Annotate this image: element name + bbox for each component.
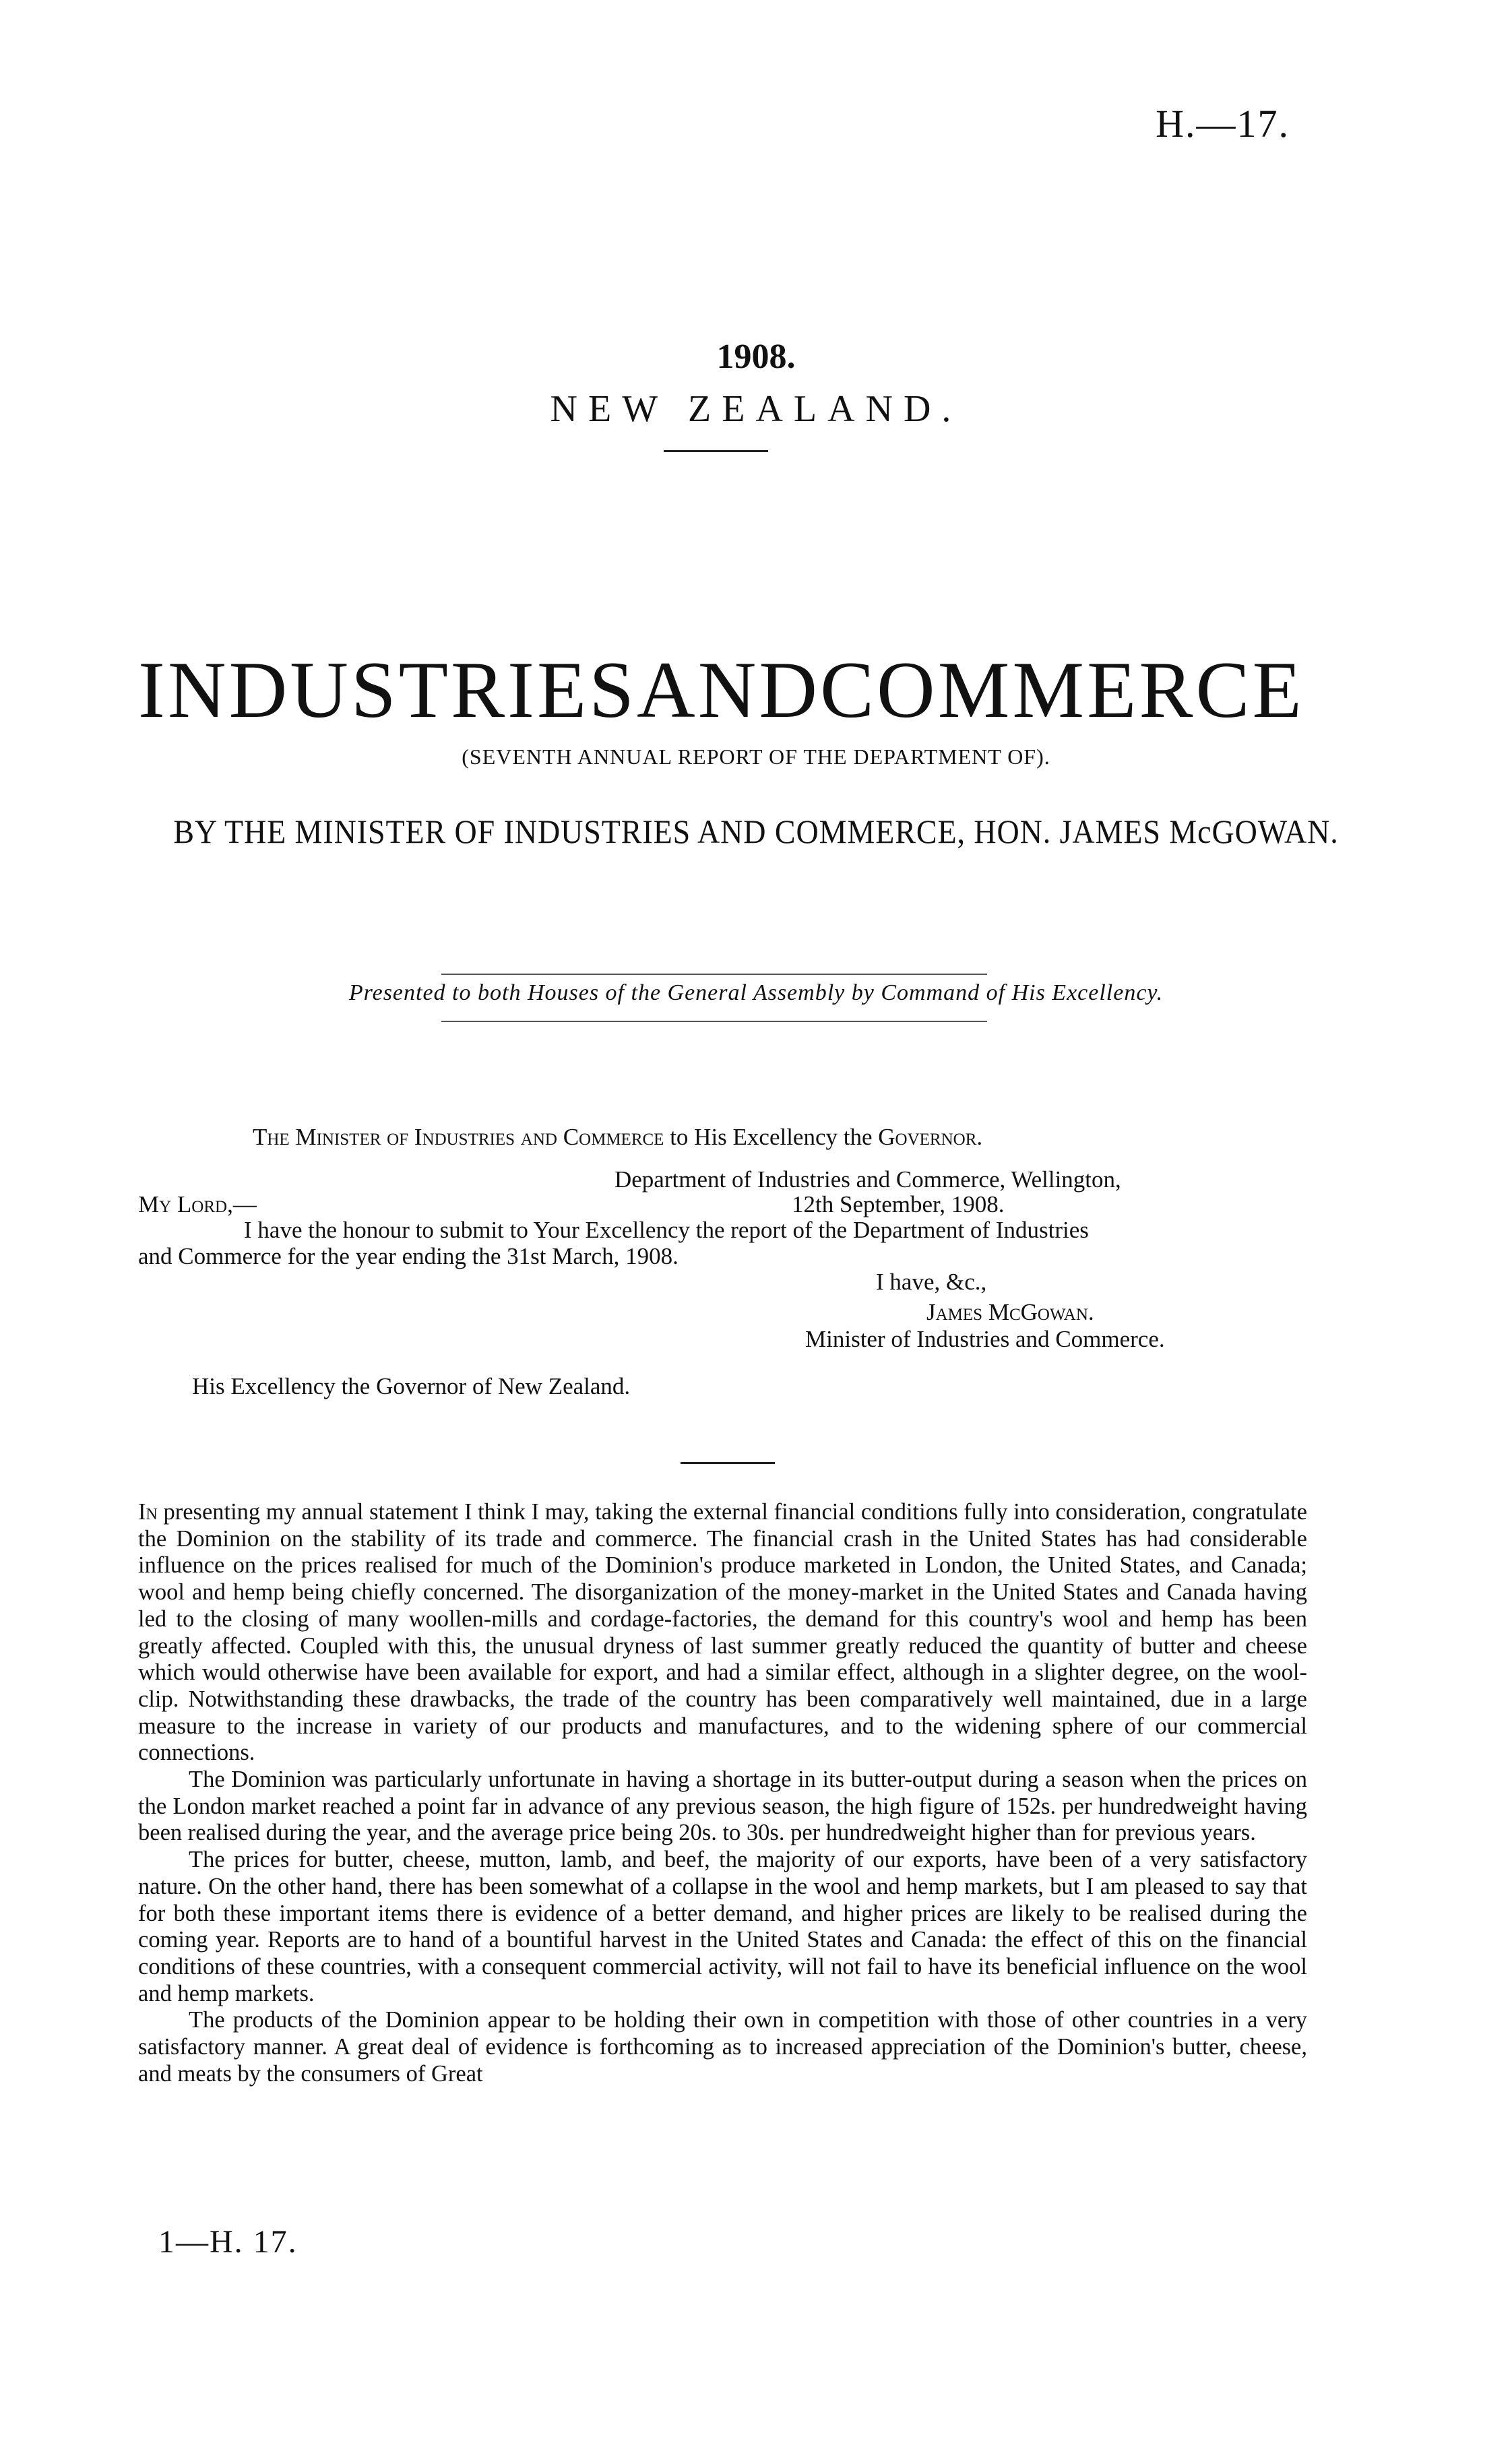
title-word: AND — [637, 645, 821, 734]
letter-heading-to: to His Excellency the — [670, 1124, 873, 1150]
letter-heading — [253, 1122, 982, 1153]
report-title — [138, 643, 1304, 736]
body-paragraph: The products of the Dominion appear to be holding their own in competition with those of other countries in a very satisfactory manner. A great deal of evidence is forthcoming as to increased appreciation of the Dominion's butter, cheese, and meats by the consumers of Great — [138, 2007, 1307, 2087]
letter-closing: I have, &c., — [876, 1269, 987, 1295]
paragraph-initial-word: In — [138, 1499, 158, 1525]
divider-rule — [681, 1462, 775, 1464]
letter-salutation: My Lord,— — [138, 1191, 257, 1217]
letter-addressee: His Excellency the Governor of New Zealand. — [192, 1373, 631, 1399]
divider-rule — [441, 1021, 987, 1022]
publication-year: 1908. — [716, 338, 796, 376]
body-paragraph: The prices for butter, cheese, mutton, lamb, and beef, the majority of our exports, have been of a very satisfactory nature. On the other hand, there has been somewhat of a collapse in the wool and hemp markets, but I am pleased to say that for both these important items there is evidence of a better demand, and higher prices are likely to be realised during the coming year. Reports are to hand of a bountiful harvest in the United States and Canada: the effect of this on the financial conditions of these countries, with a consequent commercial activity, will not fail to have its beneficial influence on the wool and hemp markets. — [138, 1847, 1307, 2006]
body-paragraph: The Dominion was particularly unfortunate in having a shortage in its butter-output during a season when the prices on the London market reached a point far in advance of any previous season, the high figure of 152s. per hundredweight having been realised during the year, and the average price being 20s. to 30s. per hundredweight higher than for previous years. — [138, 1767, 1307, 1846]
author-line: BY THE MINISTER OF INDUSTRIES AND COMMERCE, HON. JAMES McGOWAN. — [173, 813, 1339, 850]
presented-line: Presented to both Houses of the General Assembly by Command of His Excellency. — [348, 980, 1164, 1005]
letter-signature: James McGowan. — [926, 1299, 1094, 1325]
report-body — [138, 1499, 1307, 2087]
title-word: COMMERCE — [820, 645, 1304, 734]
title-word: INDUSTRIES — [138, 645, 637, 734]
letter-signature-title: Minister of Industries and Commerce. — [805, 1326, 1165, 1352]
letter-body-line: and Commerce for the year ending the 31st March, 1908. — [138, 1243, 679, 1269]
letter-heading-minister: The Minister of Industries and Commerce — [253, 1124, 664, 1150]
country-heading: NEW ZEALAND. — [550, 388, 962, 430]
letter-body-line: I have the honour to submit to Your Excellency the report of the Department of Industries — [244, 1217, 1089, 1243]
letter-department: Department of Industries and Commerce, Wellington, — [615, 1166, 1121, 1193]
page-reference: H.—17. — [1156, 102, 1290, 146]
body-paragraph — [138, 1499, 1307, 1767]
divider-rule — [441, 974, 987, 975]
letter-heading-governor: Governor. — [878, 1124, 983, 1150]
report-subtitle: (SEVENTH ANNUAL REPORT OF THE DEPARTMENT OF). — [462, 744, 1050, 769]
paragraph-text: presenting my annual statement I think I may, taking the external financial conditions fully into consideration, congratulate the Dominion on the stability of its trade and commerce. The financial crash in the United States has had considerable influence on the prices realised for much of the Dominion's produce marketed in London, the United States, and Canada; wool and hemp being chiefly concerned. The disorganization of the money-market in the United States and Canada having led to the closing of many woollen-mills and cordage-factories, the demand for this country's wool and hemp has been greatly affected. Coupled with this, the unusual dryness of last summer greatly reduced the quantity of butter and cheese which would otherwise have been available for export, and had a similar effect, although in a slighter degree, on the wool-clip. Notwithstanding these drawbacks, the trade of the country has been comparatively well maintained, due in a large measure to the increase in variety of our products and manufactures, and to the widening sphere of our commercial connections. — [138, 1499, 1307, 1766]
letter-date: 12th September, 1908. — [792, 1191, 1005, 1217]
signature-mark: 1—H. 17. — [158, 2224, 298, 2260]
divider-rule — [664, 450, 768, 452]
